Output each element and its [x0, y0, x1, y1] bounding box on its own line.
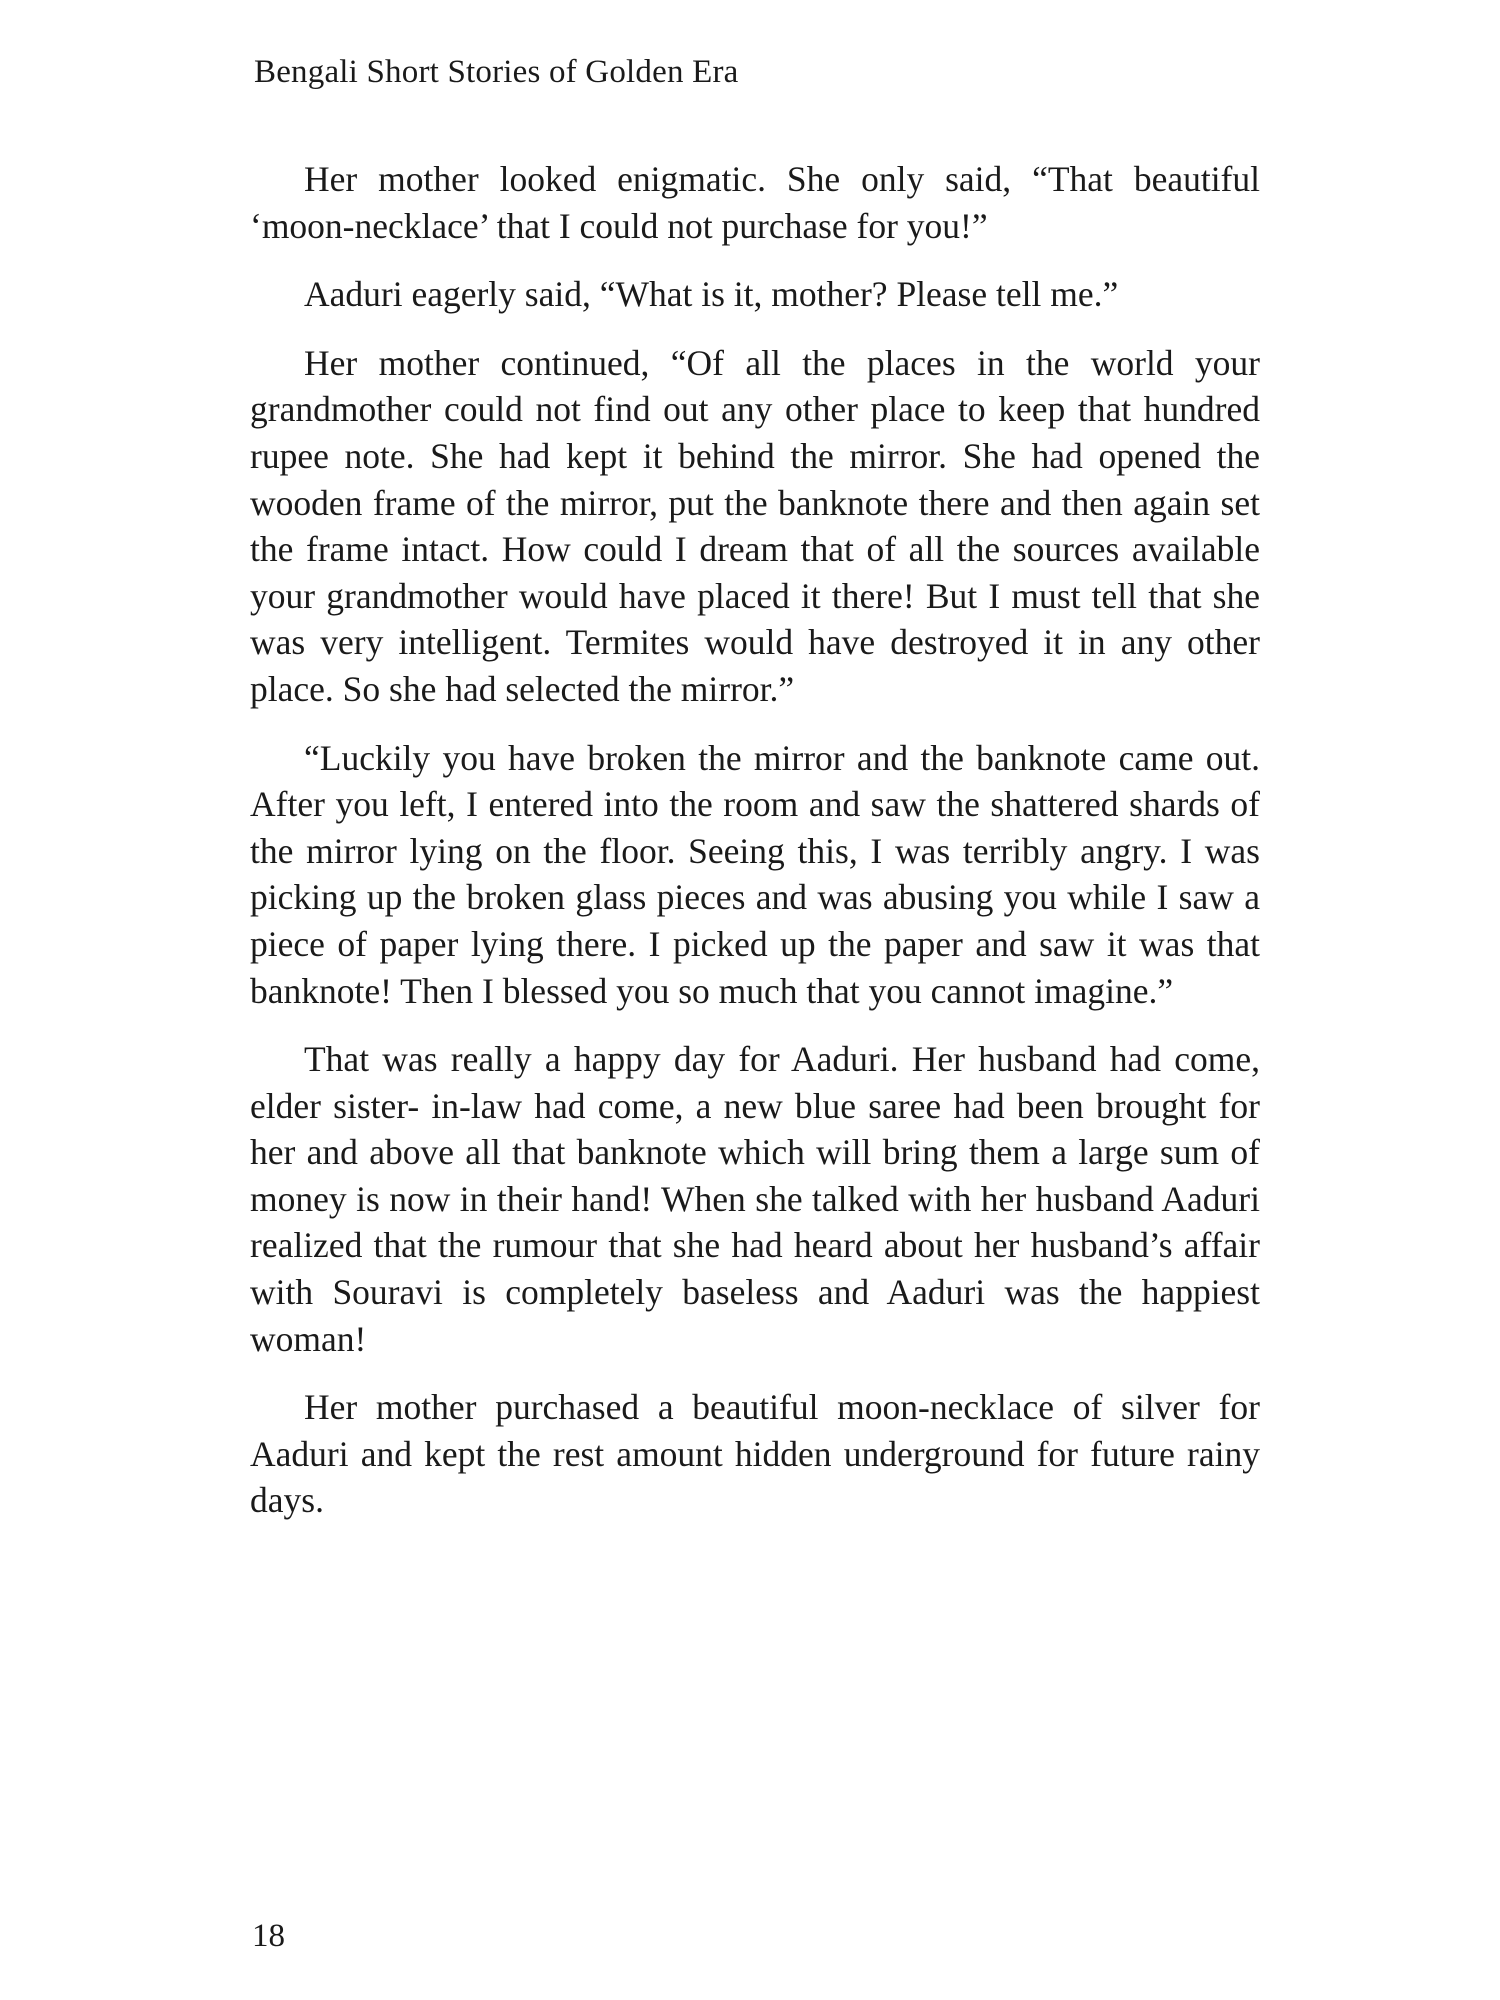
paragraph: Her mother purchased a beautiful moon-necklace of silver for Aaduri and kept the rest amount hidden underground for future rainy days. [250, 1387, 1260, 1521]
paragraph: Her mother continued, “Of all the places in the world your grandmother could not find out any other place to keep that hundred rupee note. She had kept it behind the mirror. She had opened the wooden frame of the mirror, put the banknote there and then again set the frame intact. How could I dream that of all the sources available your grandmother would have placed it there! But I must tell that she was very intelligent. Termites would have destroyed it in any other place. So she had selected the mirror.” [250, 342, 1260, 709]
paragraph: That was really a happy day for Aaduri. Her husband had come, elder sister- in-law had come, a new blue saree had been brought for her and above all that banknote which will bring them a large sum of money is now in their hand! When she talked with her husband Aaduri realized that the rumour that she had heard about her husband’s affair with Souravi is completely baseless and Aaduri was the happiest woman! [250, 1039, 1260, 1359]
paragraph: Aaduri eagerly said, “What is it, mother? Please tell me.” [304, 274, 1119, 315]
paragraph: Her mother looked enigmatic. She only said, “That beautiful ‘moon-necklace’ that I could not purchase for you!” [250, 159, 1260, 246]
page-number: 18 [252, 1918, 285, 1954]
running-head-title: Bengali Short Stories of Golden Era [254, 54, 739, 90]
body-text [250, 156, 1260, 1546]
paragraph: “Luckily you have broken the mirror and the banknote came out. After you left, I entered into the room and saw the shattered shards of the mirror lying on the floor. Seeing this, I was terribly angry. I was picking up the broken glass pieces and was abusing you while I saw a piece of paper lying there. I picked up the paper and saw it was that banknote! Then I blessed you so much that you cannot imagine.” [250, 737, 1260, 1011]
